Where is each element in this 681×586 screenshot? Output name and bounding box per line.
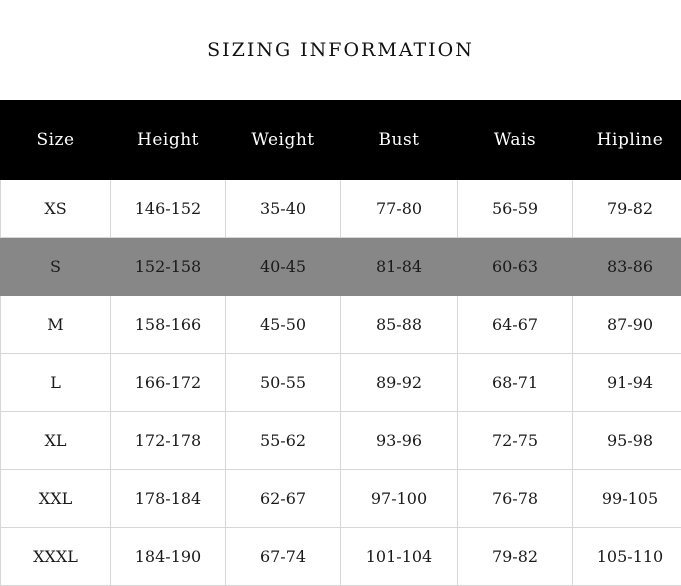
sizing-table [0, 100, 681, 586]
cell-hipline: 105-110 [573, 528, 681, 586]
column-header-hipline: Hipline [573, 101, 681, 180]
cell-size: XS [1, 180, 111, 238]
column-header-bust: Bust [341, 101, 458, 180]
cell-weight: 45-50 [226, 296, 341, 354]
cell-height: 184-190 [111, 528, 226, 586]
table-header-row [1, 101, 681, 180]
cell-hipline: 79-82 [573, 180, 681, 238]
cell-size: S [1, 238, 111, 296]
cell-height: 172-178 [111, 412, 226, 470]
cell-waist: 76-78 [458, 470, 573, 528]
cell-hipline: 95-98 [573, 412, 681, 470]
cell-height: 166-172 [111, 354, 226, 412]
table-row [1, 238, 681, 296]
cell-waist: 72-75 [458, 412, 573, 470]
cell-bust: 89-92 [341, 354, 458, 412]
cell-height: 146-152 [111, 180, 226, 238]
cell-hipline: 99-105 [573, 470, 681, 528]
cell-waist: 68-71 [458, 354, 573, 412]
table-row [1, 528, 681, 586]
table-row [1, 180, 681, 238]
cell-hipline: 87-90 [573, 296, 681, 354]
table-row [1, 412, 681, 470]
cell-hipline: 91-94 [573, 354, 681, 412]
cell-weight: 50-55 [226, 354, 341, 412]
cell-waist: 60-63 [458, 238, 573, 296]
column-header-size: Size [1, 101, 111, 180]
table-row [1, 354, 681, 412]
cell-weight: 67-74 [226, 528, 341, 586]
cell-weight: 62-67 [226, 470, 341, 528]
page-title: SIZING INFORMATION [0, 0, 681, 100]
cell-size: M [1, 296, 111, 354]
cell-size: L [1, 354, 111, 412]
table-row [1, 296, 681, 354]
cell-bust: 85-88 [341, 296, 458, 354]
cell-bust: 77-80 [341, 180, 458, 238]
cell-height: 152-158 [111, 238, 226, 296]
cell-size: XXXL [1, 528, 111, 586]
cell-waist: 64-67 [458, 296, 573, 354]
cell-bust: 81-84 [341, 238, 458, 296]
table-header [1, 101, 681, 180]
cell-height: 178-184 [111, 470, 226, 528]
cell-bust: 97-100 [341, 470, 458, 528]
cell-bust: 101-104 [341, 528, 458, 586]
cell-weight: 35-40 [226, 180, 341, 238]
column-header-waist: Wais [458, 101, 573, 180]
cell-waist: 56-59 [458, 180, 573, 238]
column-header-weight: Weight [226, 101, 341, 180]
cell-weight: 55-62 [226, 412, 341, 470]
column-header-height: Height [111, 101, 226, 180]
cell-size: XXL [1, 470, 111, 528]
cell-bust: 93-96 [341, 412, 458, 470]
cell-height: 158-166 [111, 296, 226, 354]
cell-waist: 79-82 [458, 528, 573, 586]
table-body [1, 180, 681, 586]
table-row [1, 470, 681, 528]
cell-hipline: 83-86 [573, 238, 681, 296]
cell-weight: 40-45 [226, 238, 341, 296]
cell-size: XL [1, 412, 111, 470]
